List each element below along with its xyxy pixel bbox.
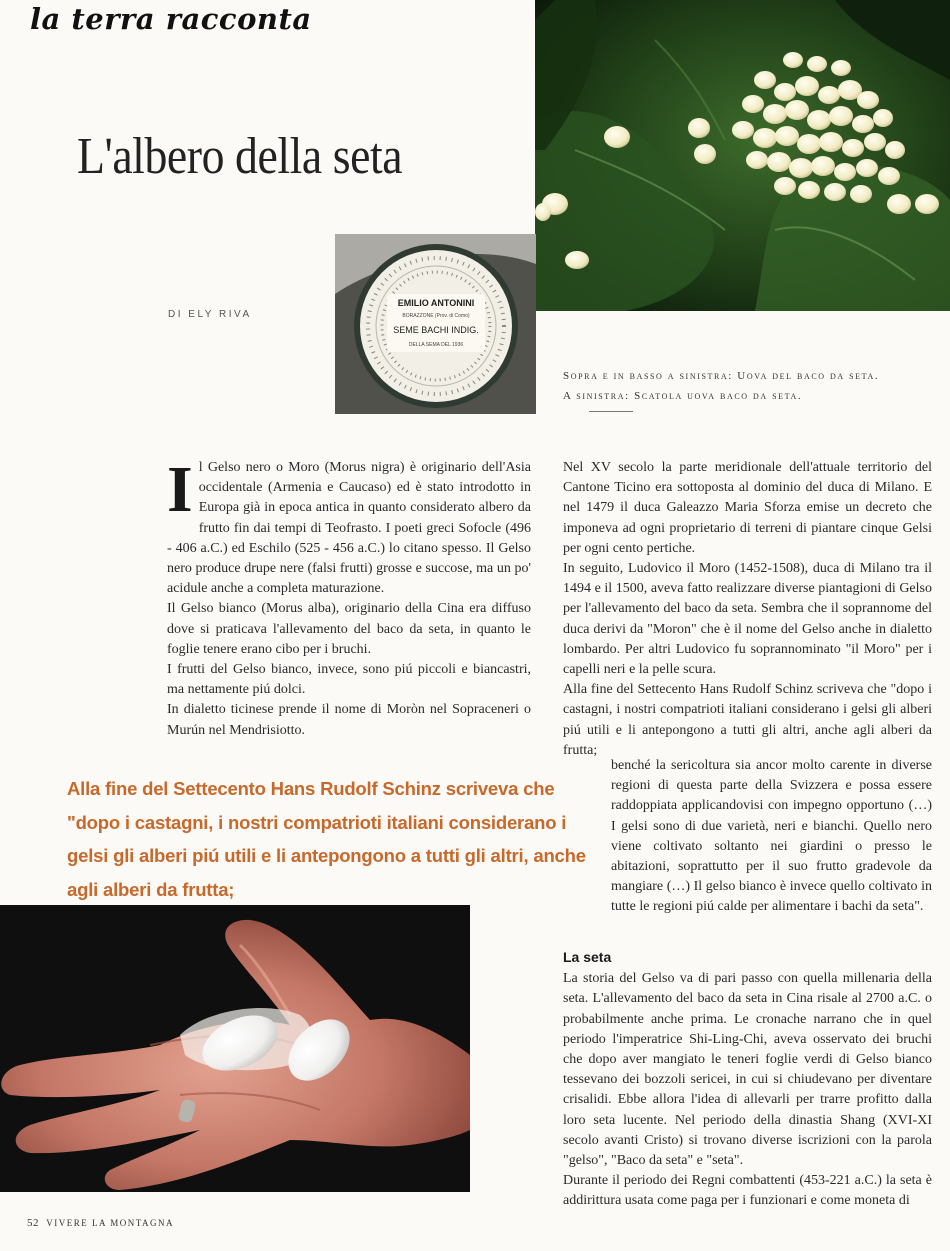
byline: DI ELY RIVA — [168, 309, 252, 320]
page-number: 52 — [27, 1217, 39, 1229]
page-footer — [27, 1217, 174, 1229]
box-label-line4: DELLA SEMA DEL 1936 — [408, 342, 464, 348]
caption-line-1: Sopra e in basso a sinistra: Uova del baco da seta. — [563, 370, 880, 382]
column-2 — [563, 458, 932, 761]
photo-seed-box — [335, 234, 536, 414]
col1-paragraph-3: I frutti del Gelso bianco, invece, sono piú piccoli e biancastri, ma nettamente piú dolci. — [167, 662, 531, 698]
caption-divider — [589, 411, 633, 412]
col2-paragraph-2: In seguito, Ludovico il Moro (1452-1508), duca di Milano tra il 1494 e il 1500, aveva fatto realizzare diverse piantagioni di Gelso per l'allevamento del baco da seta. Sembra che il soprannome del duca derivi da "Moron" che è il nome del Gelso anche in dialetto lombardo. Per altri Ludovico fu soprannominato "il Moro" per i capelli neri e la pelle scura. — [563, 561, 932, 678]
col3-paragraph-1: La storia del Gelso va di pari passo con quella millenaria della seta. L'allevamento del baco da seta in Cina risale al 2700 a.C. o probabilmente anche prima. Le cronache narrano che in quel periodo l'imperatrice Shi-Ling-Chi, aveva osservato dei bruchi che dopo aver mangiato le teneri foglie verdi di Gelso bianco tessevano dei bozzoli sericei, in cui si chiudevano per diventare crisalidi. Ebbe allora l'idea di allevarli per trarre profitto dalla loro seta lucente. Nel periodo della dinastia Shang (XVI-XI secolo avanti Cristo) si trovano diverse iscrizioni con la parola "gelso", "Baco da seta" e "seta". — [563, 971, 932, 1169]
section-heading-la-seta: La seta — [563, 949, 612, 965]
col1-paragraph-4: In dialetto ticinese prende il nome di Moròn nel Sopraceneri o Murún nel Mendrisiotto. — [167, 702, 531, 738]
col1-paragraph-2: Il Gelso bianco (Morus alba), originario della Cina era diffuso dove si praticava l'allevamento del baco da seta, in quanto le foglie tenere erano cibo per i bruchi. — [167, 601, 531, 657]
box-label-line3: SEME BACHI INDIG. — [393, 325, 479, 335]
section-tag: la terra racconta — [30, 2, 312, 36]
pull-quote: Alla fine del Settecento Hans Rudolf Schinz scriveva che "dopo i castagni, i nostri compatrioti italiani considerano i gelsi gli alberi piú utili e li antepongono a tutti gli altri, anche agli alberi da frutta; — [67, 778, 586, 900]
column-3 — [563, 947, 932, 1212]
box-label-line1: EMILIO ANTONINI — [397, 298, 475, 308]
photo-silkworm-eggs — [535, 0, 950, 311]
col2-paragraph-3: Alla fine del Settecento Hans Rudolf Schinz scriveva che "dopo i castagni, i nostri compatrioti italiani considerano i gelsi gli alberi piú utili e li antepongono a tutti gli altri, anche agli alberi da frutta; — [563, 682, 932, 758]
photo-caption — [563, 366, 943, 406]
col2-paragraph-1: Nel XV secolo la parte meridionale dell'attuale territorio del Cantone Ticino era sottoposta al dominio del duca di Milano. E nel 1479 il duca Galeazzo Maria Sforza emise un decreto che imponeva ad ogni proprietario di terreni di piantare cinque Gelsi per ogni cento pertiche. — [563, 460, 932, 556]
magazine-name: VIVERE LA MONTAGNA — [46, 1218, 175, 1228]
article-title: L'albero della seta — [77, 128, 403, 185]
column-1 — [167, 453, 531, 741]
caption-line-2: A sinistra: Scatola uova baco da seta. — [563, 390, 803, 402]
photo-cocoons-in-hand — [0, 905, 470, 1192]
col2-quote-paragraph: benché la sericoltura sia ancor molto carente in diverse regioni di questa parte della Svizzera e possa essere raddoppiata applicandovisi con impegno opportuno (…) I gelsi sono di due varietà, neri e bianchi. Quello nero viene coltivato soltanto nei giardini o presso le abitazioni, soprattutto per il suo frutto gradevole da mangiare (…) Il gelso bianco è invece quello coltivato in tutte le regioni piú calde per alimentare i bachi da seta". — [611, 758, 932, 915]
column-2-quote — [611, 756, 932, 918]
box-label-line2: BORAZZONE (Prov. di Como) — [402, 313, 470, 319]
col3-paragraph-2: Durante il periodo dei Regni combattenti (453-221 a.C.) la seta è addirittura usata come paga per i funzionari e come moneta di — [563, 1173, 932, 1209]
drop-cap: I — [167, 453, 193, 526]
col1-paragraph-1: l Gelso nero o Moro (Morus nigra) è originario dell'Asia occidentale (Armenia e Caucaso) ed è stato introdotto in Europa già in epoca antica in quanto considerato albero da frutto fin dai tempi di Teofrasto. I poeti greci Sofocle (496 - 406 a.C.) ed Eschilo (525 - 456 a.C.) lo citano spesso. Il Gelso nero produce drupe nere (falsi frutti) grosse e succose, ma un po' acidule anche a completa maturazione. — [167, 460, 531, 597]
